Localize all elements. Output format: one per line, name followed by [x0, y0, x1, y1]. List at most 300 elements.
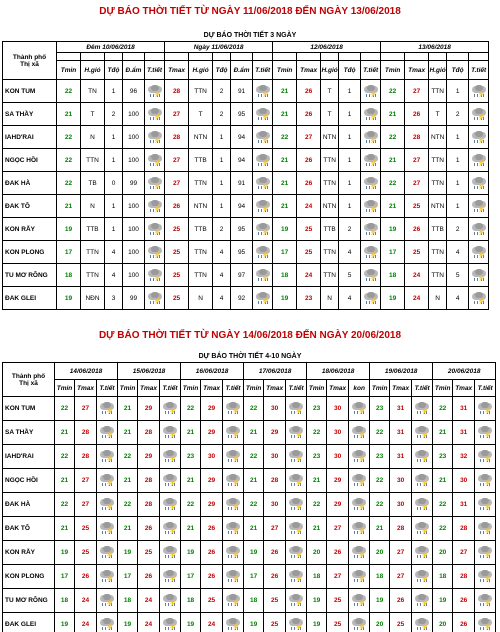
- tmax-cell: 30: [264, 445, 286, 469]
- rain-thunder-cloud-icon: ⚡: [288, 570, 304, 583]
- value-cell: 2: [105, 103, 123, 126]
- tmin-cell: 22: [55, 397, 75, 421]
- value-cell: NĐN: [81, 287, 105, 310]
- value-cell: 95: [231, 241, 253, 264]
- rain-thunder-cloud-icon: ⚡: [363, 223, 379, 236]
- weather-cell: [97, 397, 118, 421]
- value-cell: 2: [213, 80, 231, 103]
- tmax-cell: 29: [201, 421, 223, 445]
- city-name: KON TUM: [3, 80, 57, 103]
- weather-cell: [145, 103, 165, 126]
- rain-thunder-cloud-icon: ⚡: [471, 292, 487, 305]
- value-cell: 1: [447, 195, 469, 218]
- column-header: Tmin: [55, 380, 75, 397]
- header-spacer: [231, 53, 253, 61]
- value-cell: TTN: [429, 149, 447, 172]
- tmin-cell: 22: [181, 397, 201, 421]
- city-name: KON PLONG: [3, 241, 57, 264]
- value-cell: N: [81, 195, 105, 218]
- rain-thunder-cloud-icon: ⚡: [255, 223, 271, 236]
- value-cell: 2: [447, 103, 469, 126]
- value-cell: 99: [123, 172, 145, 195]
- rain-thunder-cloud-icon: ⚡: [414, 618, 430, 631]
- rain-thunder-cloud-icon: ⚡: [363, 154, 379, 167]
- rain-thunder-cloud-icon: ⚡: [363, 292, 379, 305]
- value-cell: 4: [213, 241, 231, 264]
- column-header: Tmax: [201, 380, 223, 397]
- table-row: [3, 421, 496, 445]
- rain-thunder-cloud-icon: ⚡: [225, 402, 241, 415]
- tmin-cell: 19: [381, 287, 405, 310]
- rain-thunder-cloud-icon: ⚡: [147, 154, 163, 167]
- weather-cell: [475, 421, 496, 445]
- value-cell: 100: [123, 264, 145, 287]
- date-group-header: Ngày 11/06/2018: [165, 42, 273, 53]
- value-cell: TTB: [189, 149, 213, 172]
- table-row: [3, 445, 496, 469]
- rain-thunder-cloud-icon: ⚡: [351, 594, 367, 607]
- tmax-cell: 28: [75, 421, 97, 445]
- rain-thunder-cloud-icon: ⚡: [147, 85, 163, 98]
- tmax-cell: 31: [453, 493, 475, 517]
- rain-thunder-cloud-icon: ⚡: [363, 246, 379, 259]
- value-cell: 1: [447, 126, 469, 149]
- header-spacer: [57, 53, 81, 61]
- tmin-cell: 18: [181, 589, 201, 613]
- rain-thunder-cloud-icon: ⚡: [162, 546, 178, 559]
- rain-thunder-cloud-icon: ⚡: [363, 131, 379, 144]
- tmin-cell: 19: [181, 541, 201, 565]
- rain-thunder-cloud-icon: ⚡: [162, 426, 178, 439]
- rain-thunder-cloud-icon: ⚡: [477, 546, 493, 559]
- value-cell: 100: [123, 218, 145, 241]
- forecast-4-10day-table: [2, 362, 496, 632]
- value-cell: 4: [339, 241, 361, 264]
- city-name: ĐAK TÔ: [3, 517, 55, 541]
- value-cell: T: [321, 80, 339, 103]
- city-name: KON TUM: [3, 397, 55, 421]
- tmin-cell: 18: [273, 264, 297, 287]
- column-header: Đ.ẩm: [123, 61, 145, 80]
- rain-thunder-cloud-icon: ⚡: [255, 269, 271, 282]
- weather-cell: [361, 218, 381, 241]
- tmin-cell: 19: [244, 613, 264, 632]
- weather-cell: [253, 80, 273, 103]
- value-cell: 1: [213, 126, 231, 149]
- rain-thunder-cloud-icon: ⚡: [351, 402, 367, 415]
- value-cell: 1: [105, 195, 123, 218]
- rain-thunder-cloud-icon: ⚡: [477, 402, 493, 415]
- table-row: [3, 493, 496, 517]
- tmax-cell: 30: [453, 469, 475, 493]
- weather-cell: [475, 541, 496, 565]
- value-cell: TTN: [81, 264, 105, 287]
- tmin-cell: 22: [55, 493, 75, 517]
- rain-thunder-cloud-icon: ⚡: [288, 426, 304, 439]
- rain-thunder-cloud-icon: ⚡: [225, 426, 241, 439]
- weather-cell: [286, 493, 307, 517]
- tmin-cell: 18: [55, 589, 75, 613]
- weather-cell: [412, 397, 433, 421]
- value-cell: N: [189, 287, 213, 310]
- tmin-cell: 22: [118, 445, 138, 469]
- tmin-cell: 21: [55, 421, 75, 445]
- rain-thunder-cloud-icon: ⚡: [225, 450, 241, 463]
- weather-cell: [475, 469, 496, 493]
- tmin-cell: 18: [57, 264, 81, 287]
- rain-thunder-cloud-icon: ⚡: [288, 522, 304, 535]
- rain-thunder-cloud-icon: ⚡: [288, 618, 304, 631]
- tmax-cell: 29: [201, 469, 223, 493]
- tmax-cell: 26: [201, 517, 223, 541]
- tmin-cell: 21: [118, 397, 138, 421]
- tmin-cell: 21: [244, 469, 264, 493]
- table-row: [3, 103, 489, 126]
- tmax-cell: 27: [297, 126, 321, 149]
- tmax-cell: 27: [75, 493, 97, 517]
- rain-thunder-cloud-icon: ⚡: [477, 522, 493, 535]
- table-row: [3, 195, 489, 218]
- tmin-cell: 22: [57, 149, 81, 172]
- tmax-cell: 24: [405, 264, 429, 287]
- header-spacer: [297, 53, 321, 61]
- tmin-cell: 21: [118, 421, 138, 445]
- value-cell: 5: [447, 264, 469, 287]
- column-header: T.tiết: [361, 61, 381, 80]
- tmax-cell: 27: [405, 149, 429, 172]
- rain-thunder-cloud-icon: ⚡: [477, 474, 493, 487]
- value-cell: TTN: [429, 80, 447, 103]
- column-header: Tmin: [244, 380, 264, 397]
- tmax-cell: 27: [75, 397, 97, 421]
- weather-cell: [412, 589, 433, 613]
- rain-thunder-cloud-icon: ⚡: [471, 108, 487, 121]
- column-header: H.gió: [429, 61, 447, 80]
- header-spacer: [447, 53, 469, 61]
- weather-cell: [286, 469, 307, 493]
- weather-cell: [475, 445, 496, 469]
- header-spacer: [123, 53, 145, 61]
- tmin-cell: 23: [433, 445, 453, 469]
- tmax-cell: 31: [390, 397, 412, 421]
- tmin-cell: 21: [181, 469, 201, 493]
- tmin-cell: 22: [244, 397, 264, 421]
- value-cell: 100: [123, 149, 145, 172]
- tmax-cell: 25: [327, 613, 349, 632]
- value-cell: 1: [213, 149, 231, 172]
- weather-cell: [412, 613, 433, 632]
- city-header: [3, 363, 55, 397]
- value-cell: 4: [339, 287, 361, 310]
- tmax-cell: 28: [264, 469, 286, 493]
- value-cell: 4: [213, 264, 231, 287]
- tmax-cell: 28: [138, 469, 160, 493]
- rain-thunder-cloud-icon: ⚡: [99, 618, 115, 631]
- tmax-cell: 26: [138, 517, 160, 541]
- tmin-cell: 17: [181, 565, 201, 589]
- rain-thunder-cloud-icon: ⚡: [477, 426, 493, 439]
- table-row: [3, 469, 496, 493]
- value-cell: 100: [123, 126, 145, 149]
- column-header: Tđộ: [339, 61, 361, 80]
- weather-cell: [412, 493, 433, 517]
- weather-cell: [145, 80, 165, 103]
- rain-thunder-cloud-icon: ⚡: [414, 546, 430, 559]
- value-cell: 91: [231, 80, 253, 103]
- weather-cell: [349, 565, 370, 589]
- date-group-header: 16/06/2018: [181, 363, 244, 380]
- tmin-cell: 19: [244, 541, 264, 565]
- column-header: Đ.ẩm: [231, 61, 253, 80]
- tmax-cell: 28: [165, 126, 189, 149]
- tmin-cell: 19: [370, 589, 390, 613]
- tmax-cell: 31: [453, 421, 475, 445]
- tmax-cell: 30: [327, 445, 349, 469]
- tmax-cell: 29: [327, 493, 349, 517]
- value-cell: 92: [231, 287, 253, 310]
- weather-cell: [97, 589, 118, 613]
- value-cell: 0: [105, 172, 123, 195]
- tmax-cell: 27: [327, 517, 349, 541]
- weather-cell: [97, 469, 118, 493]
- tmin-cell: 20: [370, 541, 390, 565]
- tmax-cell: 25: [165, 218, 189, 241]
- rain-thunder-cloud-icon: ⚡: [288, 594, 304, 607]
- weather-cell: [253, 218, 273, 241]
- city-name: ĐAK TÔ: [3, 195, 57, 218]
- column-header: T.tiết: [97, 380, 118, 397]
- rain-thunder-cloud-icon: ⚡: [351, 498, 367, 511]
- weather-cell: [145, 287, 165, 310]
- tmax-cell: 25: [390, 613, 412, 632]
- value-cell: 1: [105, 149, 123, 172]
- weather-cell: [223, 493, 244, 517]
- column-header: T.tiết: [145, 61, 165, 80]
- value-cell: 99: [123, 287, 145, 310]
- tmin-cell: 22: [181, 493, 201, 517]
- value-cell: 2: [213, 103, 231, 126]
- header-spacer: [321, 53, 339, 61]
- weather-cell: [160, 565, 181, 589]
- city-name: TU MƠ RÔNG: [3, 589, 55, 613]
- column-header: Tmin: [433, 380, 453, 397]
- column-header: H.gió: [321, 61, 339, 80]
- weather-cell: [475, 517, 496, 541]
- rain-thunder-cloud-icon: ⚡: [99, 522, 115, 535]
- weather-cell: [349, 589, 370, 613]
- rain-thunder-cloud-icon: ⚡: [225, 618, 241, 631]
- rain-thunder-cloud-icon: ⚡: [162, 450, 178, 463]
- tmin-cell: 19: [57, 218, 81, 241]
- rain-thunder-cloud-icon: ⚡: [147, 177, 163, 190]
- value-cell: 2: [447, 218, 469, 241]
- weather-cell: [412, 517, 433, 541]
- rain-thunder-cloud-icon: ⚡: [471, 246, 487, 259]
- weather-cell: [145, 149, 165, 172]
- rain-thunder-cloud-icon: ⚡: [99, 546, 115, 559]
- tmax-cell: 28: [453, 517, 475, 541]
- city-name: KON RẪY: [3, 541, 55, 565]
- tmin-cell: 22: [370, 421, 390, 445]
- tmin-cell: 18: [307, 565, 327, 589]
- rain-thunder-cloud-icon: ⚡: [225, 570, 241, 583]
- column-header: Tmin: [307, 380, 327, 397]
- value-cell: TTN: [189, 80, 213, 103]
- rain-thunder-cloud-icon: ⚡: [288, 546, 304, 559]
- tmin-cell: 22: [381, 172, 405, 195]
- value-cell: TB: [81, 172, 105, 195]
- weather-cell: [160, 493, 181, 517]
- tmax-cell: 26: [264, 541, 286, 565]
- tmax-cell: 24: [201, 613, 223, 632]
- rain-thunder-cloud-icon: ⚡: [255, 131, 271, 144]
- tmin-cell: 21: [370, 517, 390, 541]
- tmin-cell: 18: [433, 565, 453, 589]
- value-cell: 3: [105, 287, 123, 310]
- weather-cell: [286, 589, 307, 613]
- rain-thunder-cloud-icon: ⚡: [414, 402, 430, 415]
- city-name: ĐAK HÀ: [3, 493, 55, 517]
- date-group-header: 19/06/2018: [370, 363, 433, 380]
- city-name: ĐAK HÀ: [3, 172, 57, 195]
- tmin-cell: 20: [370, 613, 390, 632]
- value-cell: 96: [123, 80, 145, 103]
- weather-cell: [160, 517, 181, 541]
- column-header: Tmin: [181, 380, 201, 397]
- tmax-cell: 26: [201, 541, 223, 565]
- weather-cell: [361, 103, 381, 126]
- rain-thunder-cloud-icon: ⚡: [255, 85, 271, 98]
- value-cell: 4: [447, 287, 469, 310]
- tmax-cell: 26: [297, 172, 321, 195]
- date-group-header: Đêm 10/06/2018: [57, 42, 165, 53]
- weather-cell: [253, 126, 273, 149]
- tmax-cell: 25: [165, 241, 189, 264]
- tmax-cell: 26: [297, 103, 321, 126]
- weather-cell: [97, 421, 118, 445]
- tmin-cell: 19: [181, 613, 201, 632]
- column-header: Tmin: [370, 380, 390, 397]
- value-cell: TTN: [429, 264, 447, 287]
- weather-cell: [97, 517, 118, 541]
- value-cell: 100: [123, 103, 145, 126]
- table-row: [3, 80, 489, 103]
- tmax-cell: 26: [453, 589, 475, 613]
- weather-cell: [160, 397, 181, 421]
- tmin-cell: 22: [307, 493, 327, 517]
- rain-thunder-cloud-icon: ⚡: [147, 108, 163, 121]
- city-name: NGỌC HỒI: [3, 149, 57, 172]
- tmin-cell: 21: [244, 421, 264, 445]
- weather-cell: [361, 241, 381, 264]
- tmax-cell: 24: [75, 589, 97, 613]
- rain-thunder-cloud-icon: ⚡: [99, 474, 115, 487]
- weather-cell: [349, 493, 370, 517]
- value-cell: 94: [231, 149, 253, 172]
- value-cell: 4: [105, 241, 123, 264]
- date-group-header: 17/06/2018: [244, 363, 307, 380]
- rain-thunder-cloud-icon: ⚡: [225, 546, 241, 559]
- tmin-cell: 19: [57, 287, 81, 310]
- value-cell: 1: [339, 172, 361, 195]
- tmax-cell: 30: [264, 493, 286, 517]
- value-cell: TTN: [321, 149, 339, 172]
- tmin-cell: 22: [244, 493, 264, 517]
- tmax-cell: 26: [327, 541, 349, 565]
- weather-cell: [223, 565, 244, 589]
- column-header: Tmax: [453, 380, 475, 397]
- tmin-cell: 21: [433, 469, 453, 493]
- tmin-cell: 17: [118, 565, 138, 589]
- tmax-cell: 26: [165, 195, 189, 218]
- table-row: [3, 613, 496, 632]
- weather-cell: [349, 445, 370, 469]
- forecast-4-10day-subtitle: DỰ BÁO THỜI TIẾT 4-10 NGÀY: [198, 353, 302, 360]
- date-group-header: 18/06/2018: [307, 363, 370, 380]
- value-cell: 1: [447, 80, 469, 103]
- tmax-cell: 27: [453, 541, 475, 565]
- rain-thunder-cloud-icon: ⚡: [255, 108, 271, 121]
- tmin-cell: 22: [118, 493, 138, 517]
- tmin-cell: 19: [307, 613, 327, 632]
- tmax-cell: 29: [138, 397, 160, 421]
- rain-thunder-cloud-icon: ⚡: [477, 618, 493, 631]
- rain-thunder-cloud-icon: ⚡: [471, 223, 487, 236]
- weather-cell: [469, 287, 489, 310]
- header-spacer: [189, 53, 213, 61]
- weather-cell: [223, 469, 244, 493]
- tmin-cell: 21: [273, 103, 297, 126]
- value-cell: NTN: [321, 126, 339, 149]
- tmin-cell: 23: [307, 445, 327, 469]
- tmin-cell: 21: [181, 421, 201, 445]
- weather-cell: [361, 80, 381, 103]
- forecast-3day-subtitle: DỰ BÁO THỜI TIẾT 3 NGÀY: [203, 32, 297, 39]
- tmin-cell: 19: [307, 589, 327, 613]
- tmin-cell: 20: [433, 541, 453, 565]
- value-cell: 2: [339, 218, 361, 241]
- tmax-cell: 31: [453, 397, 475, 421]
- weather-cell: [253, 172, 273, 195]
- weather-cell: [145, 195, 165, 218]
- tmin-cell: 22: [433, 493, 453, 517]
- tmax-cell: 25: [297, 218, 321, 241]
- city-name: ĐAK GLEI: [3, 287, 57, 310]
- table-row: [3, 149, 489, 172]
- weather-cell: [361, 287, 381, 310]
- rain-thunder-cloud-icon: ⚡: [414, 594, 430, 607]
- table-row: [3, 517, 496, 541]
- value-cell: 91: [231, 172, 253, 195]
- value-cell: 4: [105, 264, 123, 287]
- tmax-cell: 32: [453, 445, 475, 469]
- rain-thunder-cloud-icon: ⚡: [351, 450, 367, 463]
- forecast-3day-table: [2, 41, 489, 310]
- city-header-line2: Thị xã: [19, 379, 38, 387]
- value-cell: TTB: [429, 218, 447, 241]
- column-header: T.tiết: [253, 61, 273, 80]
- weather-cell: [286, 421, 307, 445]
- value-cell: N: [429, 287, 447, 310]
- rain-thunder-cloud-icon: ⚡: [363, 108, 379, 121]
- tmax-cell: 25: [75, 541, 97, 565]
- column-header: H.gió: [81, 61, 105, 80]
- tmax-cell: 29: [138, 445, 160, 469]
- weather-cell: [361, 172, 381, 195]
- tmax-cell: 29: [201, 397, 223, 421]
- column-header: Tmax: [264, 380, 286, 397]
- value-cell: 95: [231, 218, 253, 241]
